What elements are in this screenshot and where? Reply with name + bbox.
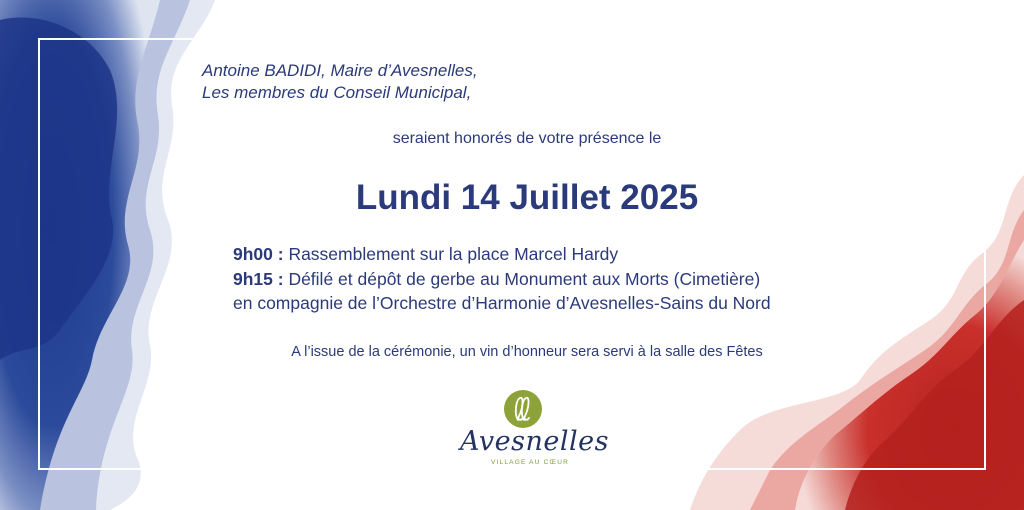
logo-tagline: VILLAGE AU CŒUR [491,459,569,466]
program-item [233,291,771,316]
honor-line-text: seraient honorés de votre présence le [392,130,662,147]
honor-line [0,130,1024,148]
avesnelles-logo [460,386,609,476]
program-text: Rassemblement sur la place Marcel Hardy [283,244,619,264]
program-item [233,242,771,267]
logo-name: Avesnelles [460,426,609,457]
ll-monogram-icon [504,390,542,428]
event-date-text: Lundi 14 Juillet 2025 [355,178,699,217]
hosts-block [202,60,478,104]
program-text: en compagnie de l’Orchestre d’Harmonie d’Avesnelles-Sains du Nord [233,293,771,313]
host-line-council: Les membres du Conseil Municipal, [202,83,472,102]
reception-note [0,344,1024,360]
program-item [233,267,771,292]
program-time: 9h00 : [233,244,284,264]
reception-note-text: A l’issue de la cérémonie, un vin d’honneur sera servi à la salle des Fêtes [291,344,763,360]
program-time: 9h15 : [233,268,284,289]
host-line-mayor: Antoine BADIDI, Maire d’Avesnelles, [202,61,478,80]
program-text: Défilé et dépôt de gerbe au Monument aux Morts (Cimetière) [283,268,761,289]
event-date [0,178,1024,218]
program-list [233,242,771,316]
